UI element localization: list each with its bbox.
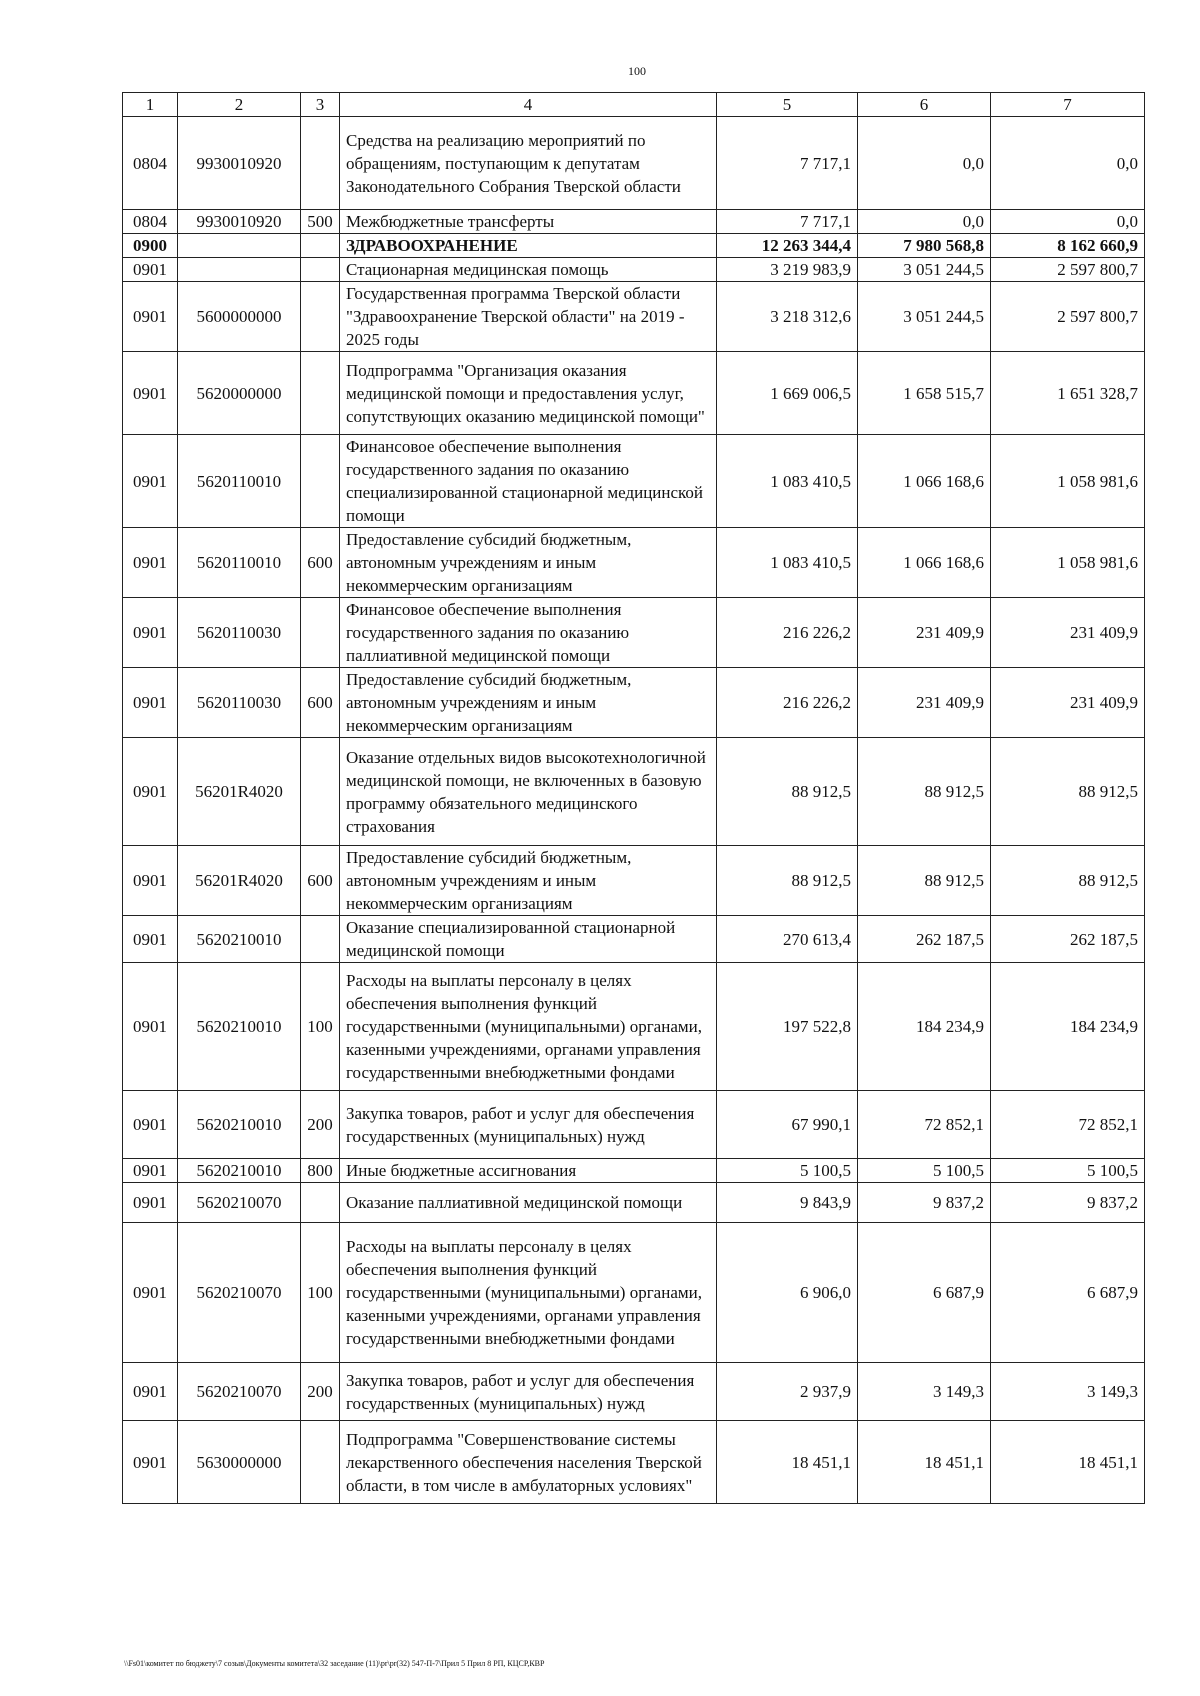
amount-col6: 88 912,5 (858, 738, 991, 846)
expense-type-code: 200 (301, 1091, 340, 1159)
amount-col5: 3 219 983,9 (717, 258, 858, 282)
target-code: 5620210070 (178, 1363, 301, 1421)
expense-type-code (301, 282, 340, 352)
column-header: 5 (717, 93, 858, 117)
target-code: 5620110010 (178, 528, 301, 598)
line-item-name: Подпрограмма "Совершенствование системы лекарственного обеспечения населения Тверской области, в том числе в амбулаторных условиях" (340, 1421, 717, 1504)
target-code: 5620000000 (178, 352, 301, 435)
table-row (123, 1183, 1145, 1223)
line-item-name: Предоставление субсидий бюджетным, автономным учреждениям и иным некоммерческим организациям (340, 668, 717, 738)
amount-col6: 231 409,9 (858, 668, 991, 738)
table-row (123, 668, 1145, 738)
section-code: 0901 (123, 1363, 178, 1421)
line-item-name: Иные бюджетные ассигнования (340, 1159, 717, 1183)
column-header: 3 (301, 93, 340, 117)
table-row (123, 234, 1145, 258)
amount-col7: 1 058 981,6 (991, 435, 1145, 528)
amount-col5: 67 990,1 (717, 1091, 858, 1159)
line-item-name: Оказание отдельных видов высокотехнологичной медицинской помощи, не включенных в базовую программу обязательного медицинского страхования (340, 738, 717, 846)
amount-col5: 1 083 410,5 (717, 528, 858, 598)
section-code: 0804 (123, 117, 178, 210)
amount-col6: 262 187,5 (858, 916, 991, 963)
amount-col5: 3 218 312,6 (717, 282, 858, 352)
expense-type-code (301, 1183, 340, 1223)
column-header: 1 (123, 93, 178, 117)
target-code: 5620210070 (178, 1223, 301, 1363)
section-code: 0901 (123, 963, 178, 1091)
amount-col7: 6 687,9 (991, 1223, 1145, 1363)
target-code: 5620110010 (178, 435, 301, 528)
amount-col5: 2 937,9 (717, 1363, 858, 1421)
table-row (123, 435, 1145, 528)
expense-type-code (301, 916, 340, 963)
budget-table (122, 92, 1145, 1504)
expense-type-code: 500 (301, 210, 340, 234)
section-code: 0901 (123, 352, 178, 435)
column-header: 2 (178, 93, 301, 117)
amount-col7: 2 597 800,7 (991, 258, 1145, 282)
amount-col7: 1 058 981,6 (991, 528, 1145, 598)
amount-col5: 88 912,5 (717, 846, 858, 916)
section-code: 0804 (123, 210, 178, 234)
amount-col6: 5 100,5 (858, 1159, 991, 1183)
section-code: 0901 (123, 282, 178, 352)
table-row (123, 598, 1145, 668)
target-code: 5620110030 (178, 668, 301, 738)
section-code: 0901 (123, 668, 178, 738)
target-code: 5620210010 (178, 1159, 301, 1183)
target-code: 5630000000 (178, 1421, 301, 1504)
table-row (123, 1421, 1145, 1504)
section-code: 0901 (123, 528, 178, 598)
expense-type-code (301, 234, 340, 258)
amount-col5: 7 717,1 (717, 210, 858, 234)
amount-col6: 3 149,3 (858, 1363, 991, 1421)
section-code: 0901 (123, 1421, 178, 1504)
target-code: 5620110030 (178, 598, 301, 668)
expense-type-code: 600 (301, 846, 340, 916)
table-row (123, 846, 1145, 916)
amount-col7: 8 162 660,9 (991, 234, 1145, 258)
table-row (123, 1223, 1145, 1363)
amount-col6: 1 066 168,6 (858, 528, 991, 598)
amount-col5: 18 451,1 (717, 1421, 858, 1504)
amount-col6: 18 451,1 (858, 1421, 991, 1504)
line-item-name: Предоставление субсидий бюджетным, автономным учреждениям и иным некоммерческим организациям (340, 846, 717, 916)
amount-col7: 88 912,5 (991, 738, 1145, 846)
amount-col5: 9 843,9 (717, 1183, 858, 1223)
amount-col7: 1 651 328,7 (991, 352, 1145, 435)
amount-col7: 9 837,2 (991, 1183, 1145, 1223)
amount-col5: 270 613,4 (717, 916, 858, 963)
amount-col5: 7 717,1 (717, 117, 858, 210)
section-code: 0901 (123, 1183, 178, 1223)
target-code (178, 258, 301, 282)
table-row (123, 916, 1145, 963)
table-row (123, 117, 1145, 210)
target-code: 5620210070 (178, 1183, 301, 1223)
amount-col6: 88 912,5 (858, 846, 991, 916)
expense-type-code: 100 (301, 1223, 340, 1363)
expense-type-code (301, 352, 340, 435)
target-code: 5600000000 (178, 282, 301, 352)
table-row (123, 1091, 1145, 1159)
target-code: 5620210010 (178, 1091, 301, 1159)
amount-col6: 72 852,1 (858, 1091, 991, 1159)
amount-col7: 5 100,5 (991, 1159, 1145, 1183)
amount-col6: 9 837,2 (858, 1183, 991, 1223)
section-code: 0901 (123, 1159, 178, 1183)
amount-col6: 3 051 244,5 (858, 258, 991, 282)
target-code: 5620210010 (178, 916, 301, 963)
expense-type-code: 600 (301, 528, 340, 598)
page-number: 100 (628, 64, 646, 78)
target-code: 56201R4020 (178, 738, 301, 846)
amount-col7: 231 409,9 (991, 598, 1145, 668)
amount-col7: 0,0 (991, 210, 1145, 234)
footer-file-path: \\Fs01\комитет по бюджету\7 созыв\Документы комитета\32 заседание (11)\pr\pr(32) 547-П-7\Прил 5 Прил 8 РП, КЦСР,КВР (124, 1659, 545, 1668)
line-item-name: Расходы на выплаты персоналу в целях обеспечения выполнения функций государственными (муниципальными) органами, казенными учреждениями, органами управления государственными внебюджетными фондами (340, 1223, 717, 1363)
amount-col7: 0,0 (991, 117, 1145, 210)
amount-col6: 0,0 (858, 117, 991, 210)
amount-col7: 262 187,5 (991, 916, 1145, 963)
line-item-name: Подпрограмма "Организация оказания медицинской помощи и предоставления услуг, сопутствующих оказанию медицинской помощи" (340, 352, 717, 435)
line-item-name: Предоставление субсидий бюджетным, автономным учреждениям и иным некоммерческим организациям (340, 528, 717, 598)
column-header: 4 (340, 93, 717, 117)
target-code: 56201R4020 (178, 846, 301, 916)
section-code: 0901 (123, 598, 178, 668)
expense-type-code (301, 117, 340, 210)
expense-type-code (301, 1421, 340, 1504)
table-row (123, 963, 1145, 1091)
expense-type-code: 100 (301, 963, 340, 1091)
line-item-name: Оказание специализированной стационарной медицинской помощи (340, 916, 717, 963)
expense-type-code (301, 258, 340, 282)
target-code: 9930010920 (178, 210, 301, 234)
section-code: 0901 (123, 258, 178, 282)
table-row (123, 528, 1145, 598)
table-row (123, 210, 1145, 234)
amount-col7: 72 852,1 (991, 1091, 1145, 1159)
expense-type-code (301, 435, 340, 528)
column-header: 7 (991, 93, 1145, 117)
amount-col6: 1 658 515,7 (858, 352, 991, 435)
section-code: 0901 (123, 738, 178, 846)
line-item-name: Стационарная медицинская помощь (340, 258, 717, 282)
amount-col7: 2 597 800,7 (991, 282, 1145, 352)
table-row (123, 258, 1145, 282)
table-row (123, 282, 1145, 352)
amount-col5: 12 263 344,4 (717, 234, 858, 258)
amount-col7: 3 149,3 (991, 1363, 1145, 1421)
expense-type-code: 200 (301, 1363, 340, 1421)
column-header: 6 (858, 93, 991, 117)
amount-col6: 3 051 244,5 (858, 282, 991, 352)
amount-col6: 1 066 168,6 (858, 435, 991, 528)
line-item-name: Финансовое обеспечение выполнения государственного задания по оказанию специализированной стационарной медицинской помощи (340, 435, 717, 528)
line-item-name: Межбюджетные трансферты (340, 210, 717, 234)
amount-col5: 1 669 006,5 (717, 352, 858, 435)
section-code: 0901 (123, 1223, 178, 1363)
section-code: 0901 (123, 916, 178, 963)
table-row (123, 738, 1145, 846)
line-item-name: Закупка товаров, работ и услуг для обеспечения государственных (муниципальных) нужд (340, 1363, 717, 1421)
amount-col6: 0,0 (858, 210, 991, 234)
amount-col6: 6 687,9 (858, 1223, 991, 1363)
line-item-name: Государственная программа Тверской области "Здравоохранение Тверской области" на 2019 - 2025 годы (340, 282, 717, 352)
expense-type-code (301, 598, 340, 668)
section-code: 0901 (123, 846, 178, 916)
amount-col6: 231 409,9 (858, 598, 991, 668)
section-code: 0900 (123, 234, 178, 258)
amount-col5: 88 912,5 (717, 738, 858, 846)
amount-col5: 216 226,2 (717, 598, 858, 668)
line-item-name: Расходы на выплаты персоналу в целях обеспечения выполнения функций государственными (муниципальными) органами, казенными учреждениями, органами управления государственными внебюджетными фондами (340, 963, 717, 1091)
column-header-row (123, 93, 1145, 117)
table-row (123, 352, 1145, 435)
section-code: 0901 (123, 435, 178, 528)
amount-col7: 231 409,9 (991, 668, 1145, 738)
amount-col5: 6 906,0 (717, 1223, 858, 1363)
amount-col5: 1 083 410,5 (717, 435, 858, 528)
target-code (178, 234, 301, 258)
amount-col6: 184 234,9 (858, 963, 991, 1091)
amount-col5: 5 100,5 (717, 1159, 858, 1183)
line-item-name: ЗДРАВООХРАНЕНИЕ (340, 234, 717, 258)
amount-col6: 7 980 568,8 (858, 234, 991, 258)
amount-col5: 197 522,8 (717, 963, 858, 1091)
line-item-name: Средства на реализацию мероприятий по обращениям, поступающим к депутатам Законодательного Собрания Тверской области (340, 117, 717, 210)
section-code: 0901 (123, 1091, 178, 1159)
expense-type-code: 600 (301, 668, 340, 738)
amount-col7: 88 912,5 (991, 846, 1145, 916)
target-code: 5620210010 (178, 963, 301, 1091)
expense-type-code (301, 738, 340, 846)
line-item-name: Закупка товаров, работ и услуг для обеспечения государственных (муниципальных) нужд (340, 1091, 717, 1159)
line-item-name: Финансовое обеспечение выполнения государственного задания по оказанию паллиативной медицинской помощи (340, 598, 717, 668)
expense-type-code: 800 (301, 1159, 340, 1183)
amount-col5: 216 226,2 (717, 668, 858, 738)
amount-col7: 18 451,1 (991, 1421, 1145, 1504)
table-row (123, 1159, 1145, 1183)
table-row (123, 1363, 1145, 1421)
line-item-name: Оказание паллиативной медицинской помощи (340, 1183, 717, 1223)
target-code: 9930010920 (178, 117, 301, 210)
amount-col7: 184 234,9 (991, 963, 1145, 1091)
